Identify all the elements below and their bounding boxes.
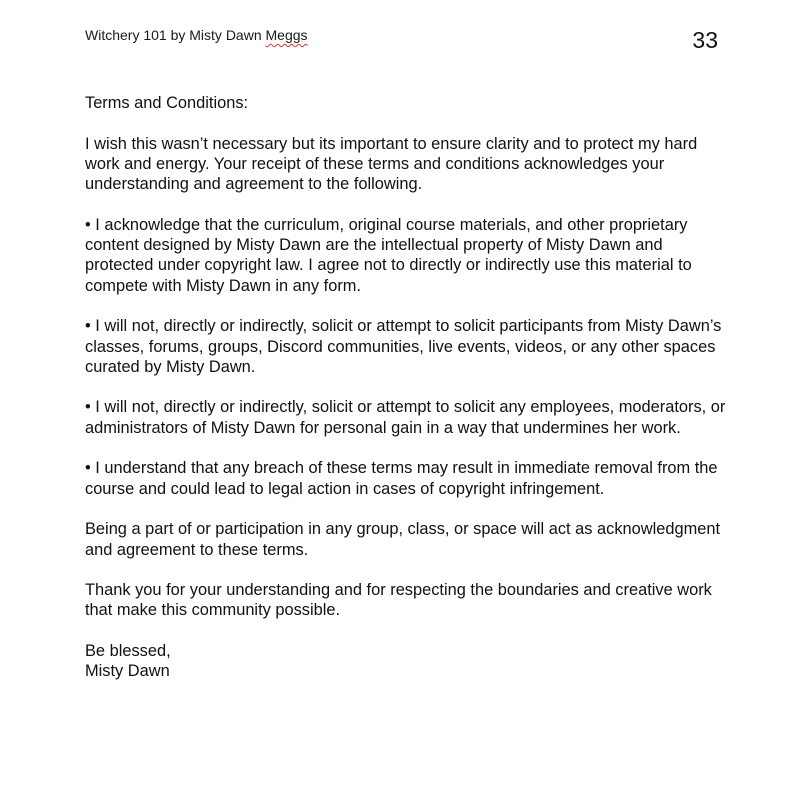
document-body	[85, 93, 735, 682]
page-number: 33	[692, 27, 718, 53]
bullet-item: • I will not, directly or indirectly, solicit or attempt to solicit any employees, moderators, or administrators of Misty Dawn for personal gain in a way that undermines her work.	[85, 398, 726, 437]
participation-paragraph: Being a part of or participation in any group, class, or space will act as acknowledgment and agreement to these terms.	[85, 520, 721, 559]
signature: Misty Dawn	[85, 662, 170, 681]
header-title	[85, 27, 308, 43]
section-heading: Terms and Conditions:	[85, 94, 249, 112]
intro-paragraph: I wish this wasn’t necessary but its important to ensure clarity and to protect my hard work and energy. Your receipt of these terms and conditions acknowledges your understanding and agreement to the following.	[85, 134, 698, 194]
thanks-paragraph: Thank you for your understanding and for respecting the boundaries and creative work that make this community possible.	[85, 581, 712, 620]
closing-line: Be blessed,	[85, 642, 171, 661]
header-title-text: Witchery 101 by Misty Dawn	[85, 27, 266, 43]
bullet-item: • I acknowledge that the curriculum, original course materials, and other proprietary content designed by Misty Dawn are the intellectual property of Misty Dawn and protected under copyright law. I agree not to directly or indirectly use this material to compete with Misty Dawn in any form.	[85, 215, 692, 295]
spellcheck-flagged-word: Meggs	[265, 27, 308, 43]
bullet-item: • I will not, directly or indirectly, solicit or attempt to solicit participants from Misty Dawn’s classes, forums, groups, Discord communities, live events, videos, or any other spaces curated by Misty Dawn.	[85, 317, 722, 376]
bullet-item: • I understand that any breach of these terms may result in immediate removal from the course and could lead to legal action in cases of copyright infringement.	[85, 459, 718, 498]
